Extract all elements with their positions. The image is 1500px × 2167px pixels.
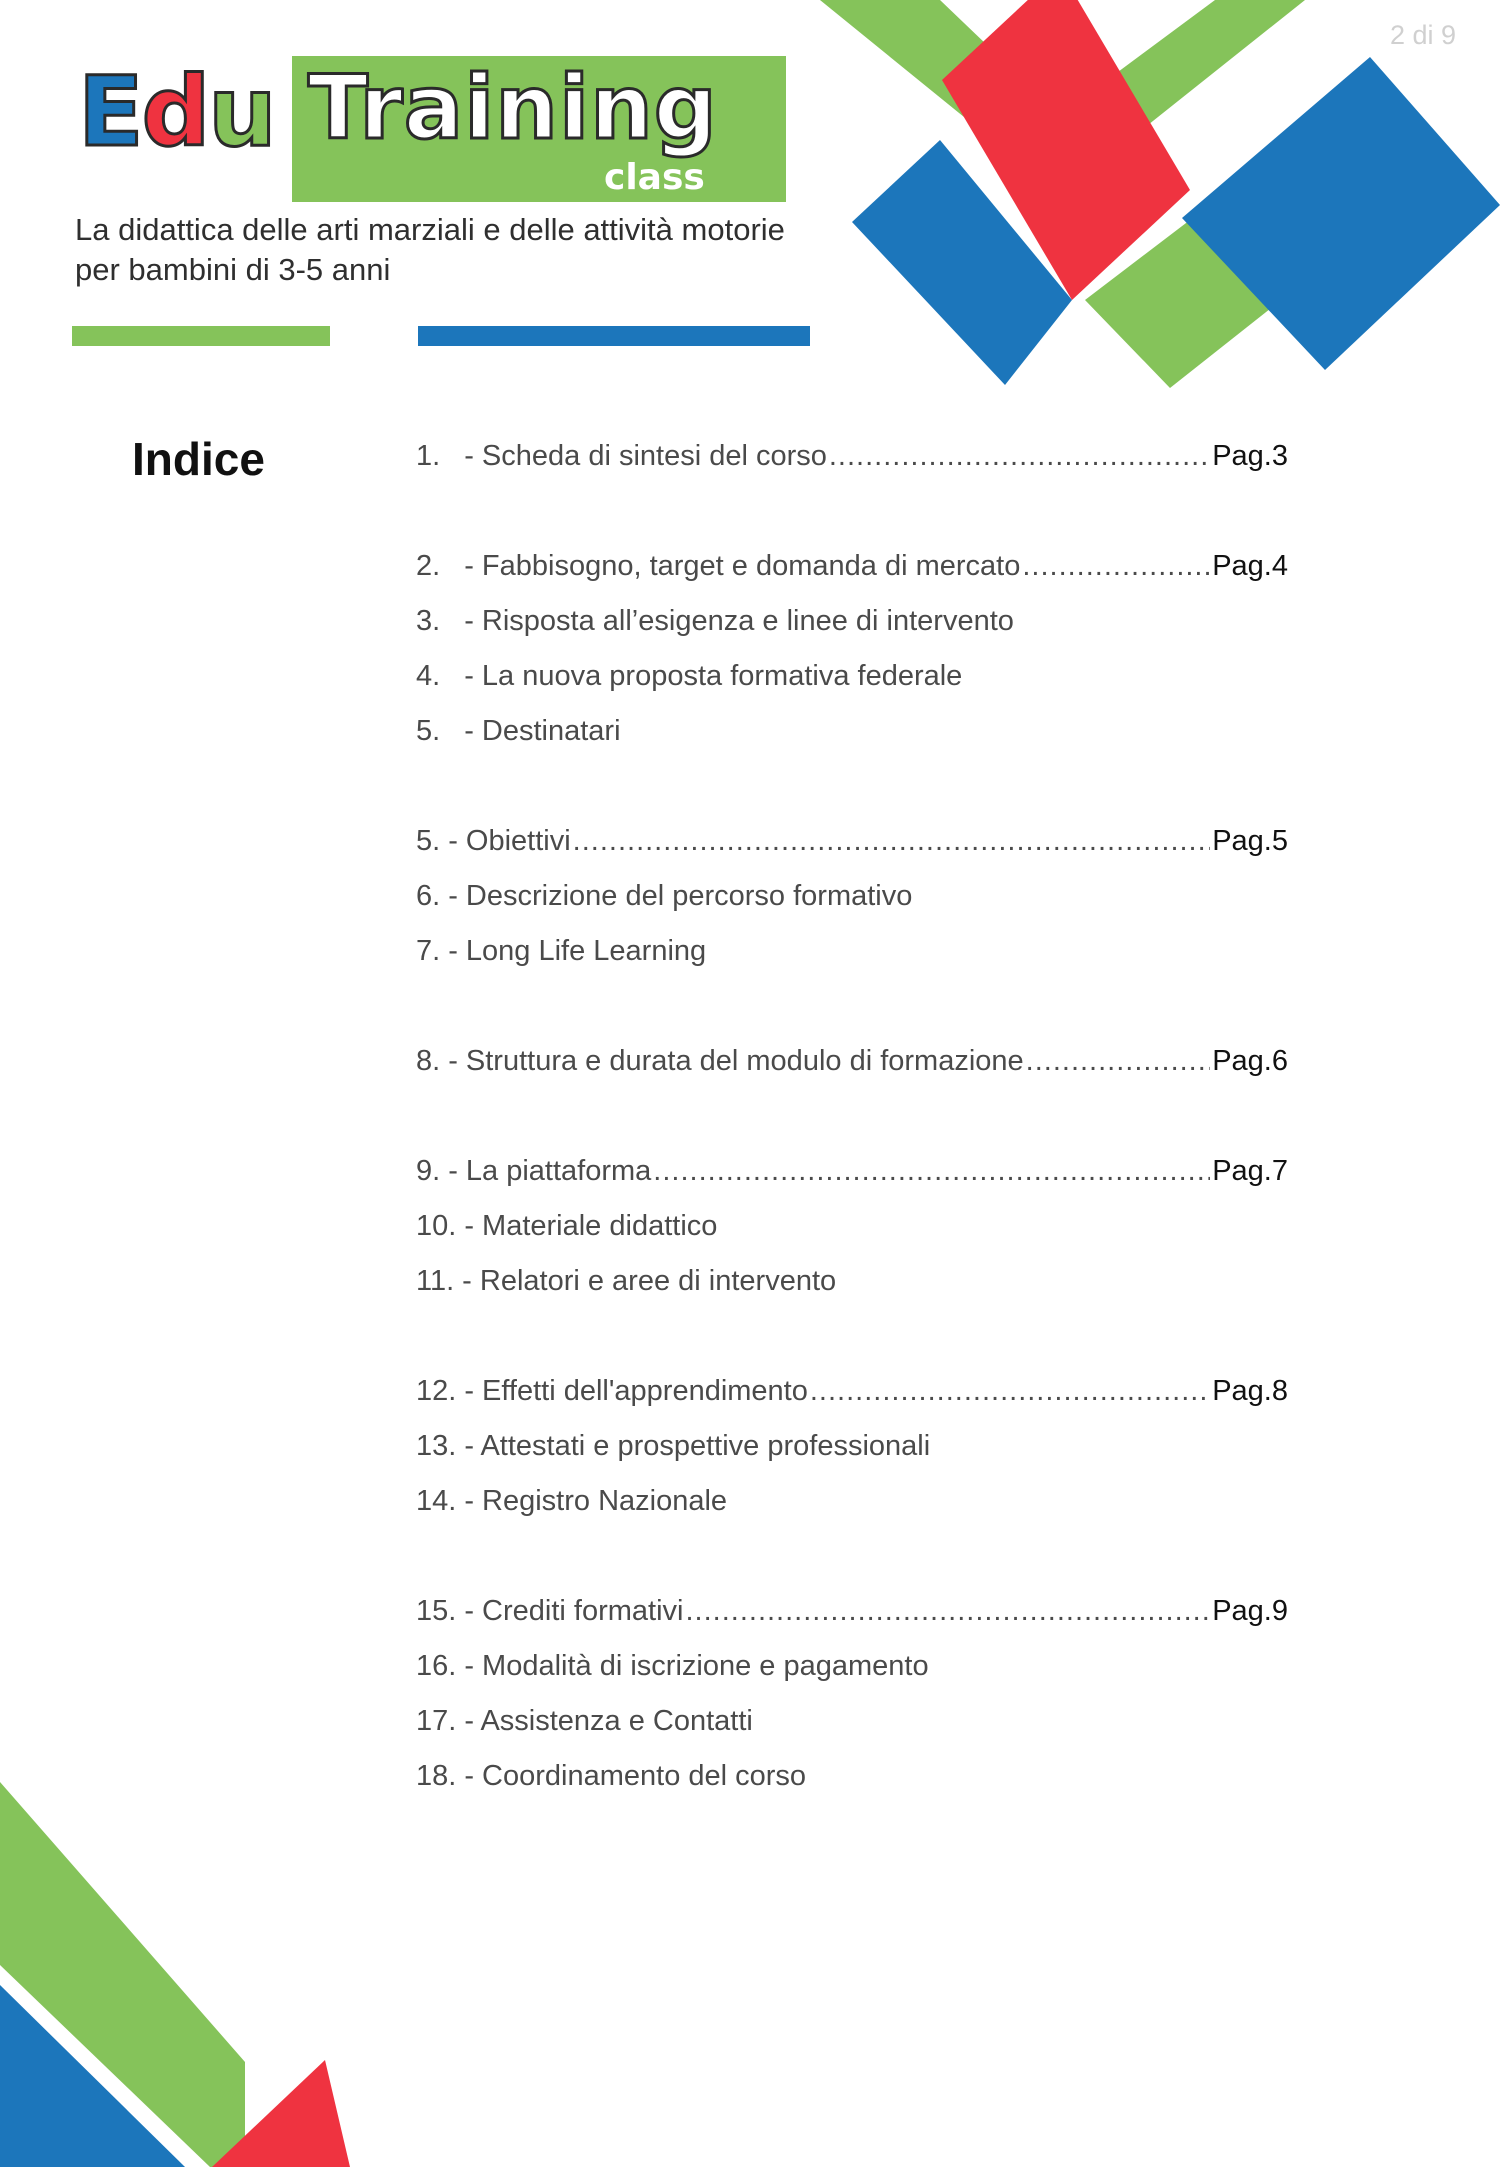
subtitle-line-2: per bambini di 3-5 anni — [75, 252, 391, 287]
index-title: Indice — [132, 433, 265, 485]
toc-entry-page: Pag.8 — [1212, 1375, 1288, 1407]
toc-entry-number: 7. — [416, 935, 441, 967]
toc-entry-title: - Crediti formativi — [464, 1595, 684, 1627]
toc-entry — [416, 1705, 1288, 1749]
subtitle — [75, 210, 835, 290]
subtitle-line-1: La didattica delle arti marziali e delle attività motorie — [75, 212, 785, 247]
edu-training-logo — [78, 54, 788, 204]
toc-entry-number: 6. — [416, 880, 441, 912]
toc-entry — [416, 935, 1288, 979]
toc-entry-number: 16. — [416, 1650, 457, 1682]
toc-entry-number: 14. — [416, 1485, 457, 1517]
toc-entry — [416, 1430, 1288, 1474]
toc-entry — [416, 880, 1288, 924]
toc-entry-number: 12. — [416, 1375, 457, 1407]
toc-entry — [416, 1265, 1288, 1309]
toc-entry — [416, 1155, 1288, 1199]
toc-entry-title: - Registro Nazionale — [464, 1485, 728, 1517]
toc-entry — [416, 825, 1288, 869]
toc-entry-title: - Destinatari — [464, 715, 621, 747]
page-number: 2 di 9 — [1390, 20, 1457, 50]
toc-leader-dots — [810, 1375, 1210, 1408]
toc-leader-dots — [1026, 1045, 1211, 1078]
toc-entry-number: 13. — [416, 1430, 457, 1462]
toc-entry-number: 17. — [416, 1705, 457, 1737]
toc-entry-number: 11. — [416, 1265, 455, 1297]
toc-entry — [416, 1650, 1288, 1694]
toc-entry — [416, 715, 1288, 759]
toc-entry-title: - Materiale didattico — [464, 1210, 718, 1242]
blue-divider-bar — [418, 326, 810, 346]
toc-leader-dots — [685, 1595, 1210, 1628]
toc-entry — [416, 1485, 1288, 1529]
toc-entry-number: 8. — [416, 1045, 441, 1077]
toc-entry-title: - Scheda di sintesi del corso — [464, 440, 827, 472]
toc-entry — [416, 605, 1288, 649]
toc-entry — [416, 440, 1288, 484]
toc-entry-page: Pag.3 — [1212, 440, 1288, 472]
toc-entry-page: Pag.7 — [1212, 1155, 1288, 1187]
toc-entry-title: - Attestati e prospettive professionali — [464, 1430, 931, 1462]
toc-entry-title: - Risposta all’esigenza e linee di intervento — [464, 605, 1014, 637]
toc-entry — [416, 660, 1288, 704]
toc-entry-number: 15. — [416, 1595, 457, 1627]
toc-entry-page: Pag.6 — [1212, 1045, 1288, 1077]
toc-entry-title: - La nuova proposta formativa federale — [464, 660, 963, 692]
toc-entry-page: Pag.5 — [1212, 825, 1288, 857]
toc-entry-number: 2. — [416, 550, 441, 582]
toc-entry — [416, 1760, 1288, 1804]
toc-entry — [416, 1375, 1288, 1419]
decorative-shapes-bottom — [0, 1760, 420, 2167]
toc-entry-number: 5. — [416, 715, 441, 747]
toc-entry-page: Pag.9 — [1212, 1595, 1288, 1627]
green-divider-bar — [72, 326, 330, 346]
toc-entry-page: Pag.4 — [1212, 550, 1288, 582]
toc-leader-dots — [829, 440, 1210, 473]
toc-leader-dots — [1022, 550, 1210, 583]
toc-entry-title: - Obiettivi — [448, 825, 571, 857]
toc-entry-title: - Fabbisogno, target e domanda di mercato — [464, 550, 1021, 582]
toc-entry-title: - Relatori e aree di intervento — [462, 1265, 837, 1297]
toc-entry — [416, 1595, 1288, 1639]
toc-entry-title: - Assistenza e Contatti — [464, 1705, 753, 1737]
toc-entry-number: 10. — [416, 1210, 457, 1242]
logo-class-text: class — [604, 157, 705, 198]
toc-entry-number: 5. — [416, 825, 441, 857]
toc-entry — [416, 1210, 1288, 1254]
toc-entry-number: 18. — [416, 1760, 457, 1792]
toc-entry-title: - Effetti dell'apprendimento — [464, 1375, 808, 1407]
toc-entry — [416, 1045, 1288, 1089]
toc-entry-title: - Descrizione del percorso formativo — [448, 880, 913, 912]
logo-edu-text: Edu — [78, 56, 275, 168]
toc-entry-title: - Coordinamento del corso — [464, 1760, 807, 1792]
toc-entry-title: - Modalità di iscrizione e pagamento — [464, 1650, 929, 1682]
toc-entry-number: 4. — [416, 660, 441, 692]
logo-training-text: Training — [308, 56, 718, 159]
toc-entry — [416, 550, 1288, 594]
toc-entry-title: - Long Life Learning — [448, 935, 707, 967]
toc-entry-number: 9. — [416, 1155, 441, 1187]
toc-leader-dots — [653, 1155, 1210, 1188]
toc-entry-number: 1. — [416, 440, 441, 472]
toc-entry-number: 3. — [416, 605, 441, 637]
decorative-shapes-top — [820, 0, 1500, 400]
toc-leader-dots — [573, 825, 1211, 858]
toc-entry-title: - La piattaforma — [448, 1155, 652, 1187]
toc-entry-title: - Struttura e durata del modulo di formazione — [448, 1045, 1024, 1077]
